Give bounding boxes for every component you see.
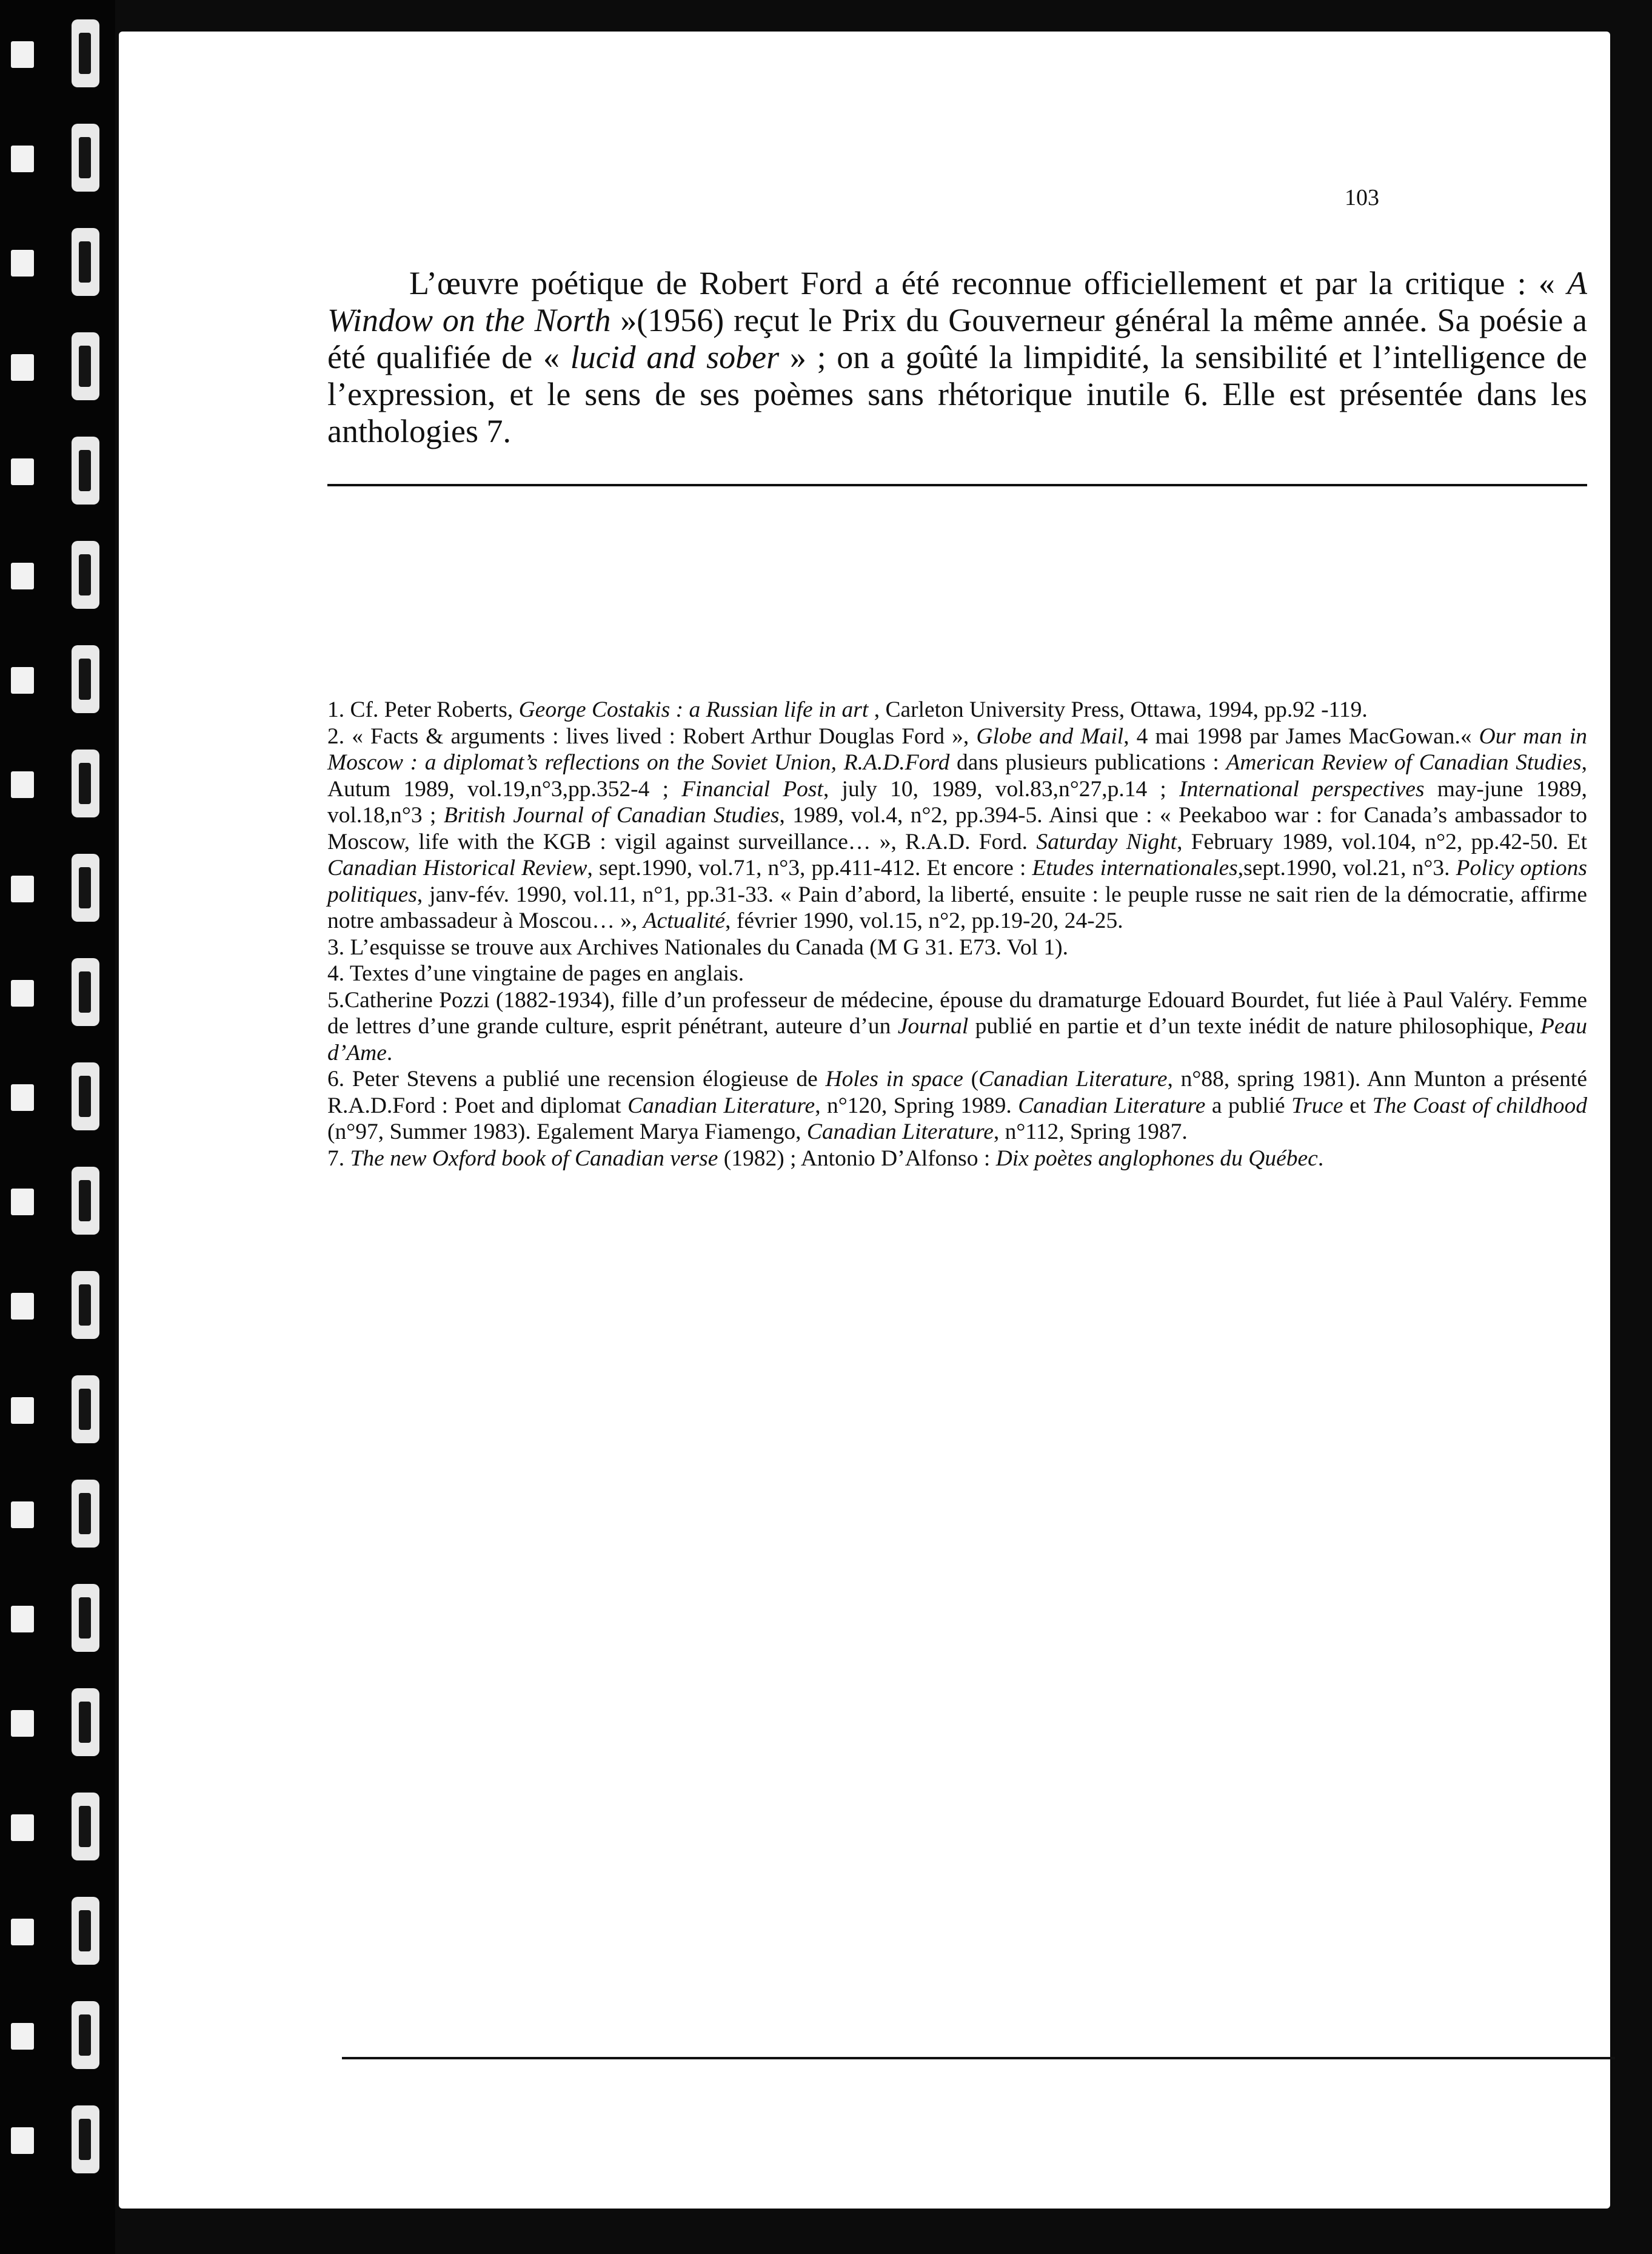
paragraph-text: »(1956) reçut le Prix du Gouverneur général la même année. Sa poésie a été qualifiée de «: [327, 302, 1587, 375]
binding-ring: [11, 1894, 102, 1966]
citation-title: American Review of Canadian Studies: [1226, 750, 1582, 775]
footnote-text: , Autum 1989, vol.19,n°3,pp.352-4 ;: [327, 750, 1588, 802]
footnote-text: , Carleton University Press, Ottawa, 1994, pp.92 -119.: [868, 697, 1368, 722]
footnote-text: , janv-fév. 1990, vol.11, n°1, pp.31-33. « Pain d’abord, la liberté, ensuite : le peuple russe ne sait rien de la démocratie, affirme notre ambassadeur à Moscou… »,: [327, 882, 1587, 933]
body-paragraph: [327, 265, 1587, 450]
citation-title: Journal: [897, 1014, 969, 1039]
citation-title: Globe and Mail: [976, 723, 1124, 749]
document-page: [119, 32, 1610, 2209]
binding-ring: [11, 747, 102, 819]
footnotes: [327, 697, 1587, 1172]
footnote-text: , 1989, vol.4, n°2, pp.394-5. Ainsi que : « Peekaboo war : for Canada’s ambassador to Moscow, life with the KGB : vigil against surveillance… », R.A.D. Ford.: [327, 803, 1587, 854]
book-title: A Window on the North: [327, 265, 1587, 338]
quoted-phrase: lucid and sober: [570, 339, 780, 375]
footnote-text: 5.Catherine Pozzi (1882-1934), fille d’un professeur de médecine, épouse du dramaturge Edouard Bourdet, fut liée à Paul Valéry. Femme de lettres d’une grande culture, esprit pénétrant, auteure d’un: [327, 987, 1587, 1039]
binding-ring: [11, 434, 102, 506]
citation-title: Our man in Moscow : a diplomat’s reflections on the Soviet Union, R.A.D.Ford: [327, 723, 1587, 775]
spiral-binding: [0, 0, 115, 2254]
citation-title: Canadian Historical Review: [327, 856, 587, 880]
footnote-text: .: [1317, 1145, 1324, 1171]
paragraph-text: L’œuvre poétique de Robert Ford a été reconnue officiellement et par la critique : «: [409, 265, 1567, 301]
footnote-text: , n°88, spring 1981). Ann Munton a présenté R.A.D.Ford : Poet and diplomat: [327, 1067, 1587, 1118]
citation-title: Canadian Literature: [978, 1067, 1168, 1092]
footnote-text: dans plusieurs publications :: [949, 750, 1226, 775]
footnote-text: ,sept.1990, vol.21, n°3.: [1237, 856, 1456, 880]
binding-ring: [11, 643, 102, 714]
binding-ring: [11, 1686, 102, 1757]
binding-ring: [11, 1999, 102, 2070]
footnote-text: 2. « Facts & arguments : lives lived : Robert Arthur Douglas Ford »,: [327, 723, 977, 749]
footer-line: [342, 2057, 1615, 2059]
footnote-text: publié en partie et d’un texte inédit de nature philosophique,: [968, 1014, 1540, 1039]
binding-ring: [11, 2103, 102, 2175]
citation-title: The new Oxford book of Canadian verse: [350, 1145, 718, 1171]
binding-ring: [11, 1373, 102, 1444]
footnote-5: [327, 987, 1587, 1067]
footnote-text: (1982) ; Antonio D’Alfonso :: [718, 1145, 996, 1171]
footnote-text: , 4 mai 1998 par James MacGowan.«: [1123, 723, 1479, 749]
footnote-text: , février 1990, vol.15, n°2, pp.19-20, 24-25.: [725, 908, 1123, 933]
citation-title: Saturday Night: [1036, 829, 1177, 854]
page-number: 103: [1345, 185, 1379, 210]
paragraph-text: » ; on a goûté la limpidité, la sensibilité et l’intelligence de l’expression, et le sens de ses poèmes sans rhétorique inutile 6. Elle est présentée dans les anthologies 7.: [327, 339, 1587, 449]
citation-title: Financial Post: [681, 776, 823, 802]
footnote-text: , july 10, 1989, vol.83,n°27,p.14 ;: [823, 776, 1180, 802]
binding-ring: [11, 1581, 102, 1653]
footnote-1: [327, 697, 1587, 723]
footnote-text: .: [386, 1040, 393, 1065]
footnote-text: 6. Peter Stevens a publié une recension élogieuse de: [327, 1067, 826, 1092]
footnote-text: 1. Cf. Peter Roberts,: [327, 697, 519, 722]
citation-title: Canadian Literature: [1018, 1093, 1206, 1118]
footnote-text: , February 1989, vol.104, n°2, pp.42-50. Et: [1177, 829, 1587, 854]
binding-ring: [11, 851, 102, 923]
citation-title: Truce: [1291, 1093, 1343, 1118]
binding-ring: [11, 226, 102, 297]
binding-ring: [11, 1060, 102, 1132]
binding-ring: [11, 1164, 102, 1236]
footnote-text: may-june 1989, vol.18,n°3 ;: [327, 776, 1587, 828]
citation-title: George Costakis : a Russian life in art: [518, 697, 869, 722]
footnote-text: , sept.1990, vol.71, n°3, pp.411-412. Et encore :: [587, 856, 1032, 880]
footnote-text: a publié: [1205, 1093, 1292, 1118]
binding-ring: [11, 1269, 102, 1340]
citation-title: International perspectives: [1179, 776, 1425, 802]
citation-title: The Coast of childhood: [1372, 1093, 1587, 1118]
binding-ring: [11, 17, 102, 89]
footnote-text: , n°120, Spring 1989.: [815, 1093, 1018, 1118]
footnote-text: 7.: [327, 1145, 350, 1171]
citation-title: Holes in space: [825, 1067, 963, 1092]
citation-title: Etudes internationales: [1032, 856, 1238, 880]
citation-title: Canadian Literature: [806, 1119, 994, 1144]
citation-title: Dix poètes anglophones du Québec: [995, 1145, 1318, 1171]
footnote-text: , n°112, Spring 1987.: [993, 1119, 1188, 1144]
footnote-7: [327, 1145, 1587, 1172]
footnote-6: [327, 1066, 1587, 1145]
separator-line: [327, 484, 1587, 486]
binding-ring: [11, 121, 102, 193]
binding-ring: [11, 538, 102, 610]
footnote-text: (n°97, Summer 1983). Egalement Marya Fiamengo,: [327, 1119, 807, 1144]
binding-ring: [11, 330, 102, 401]
citation-title: British Journal of Canadian Studies: [443, 803, 780, 828]
citation-title: Policy options politiques: [327, 856, 1587, 907]
footnote-2: [327, 723, 1587, 934]
binding-ring: [11, 956, 102, 1027]
footnote-text: (: [963, 1067, 979, 1092]
citation-title: Peau d’Ame: [327, 1014, 1587, 1065]
binding-ring: [11, 1477, 102, 1549]
footnote-4: 4. Textes d’une vingtaine de pages en anglais.: [327, 961, 744, 986]
binding-ring: [11, 1790, 102, 1862]
footnote-text: et: [1343, 1093, 1373, 1118]
citation-title: Canadian Literature: [627, 1093, 815, 1118]
footnote-3: 3. L’esquisse se trouve aux Archives Nationales du Canada (M G 31. E73. Vol 1).: [327, 934, 1069, 960]
citation-title: Actualité: [643, 908, 726, 933]
